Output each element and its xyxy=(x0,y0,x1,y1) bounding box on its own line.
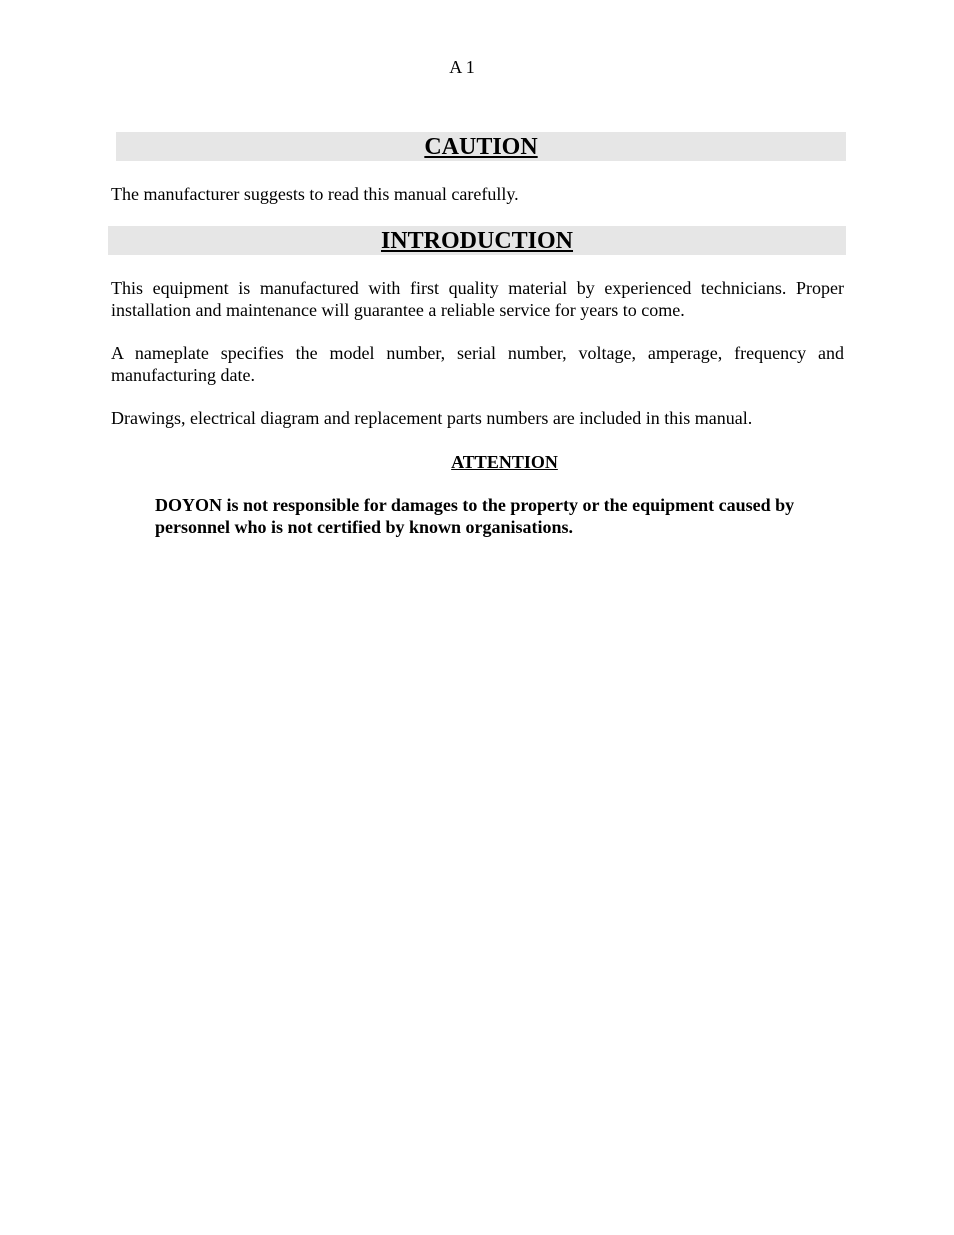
caution-heading: CAUTION xyxy=(116,132,846,161)
introduction-paragraph-3: Drawings, electrical diagram and replacement parts numbers are included in this manual. xyxy=(111,408,753,428)
caution-text: The manufacturer suggests to read this manual carefully. xyxy=(111,184,519,204)
introduction-heading: INTRODUCTION xyxy=(108,226,846,255)
introduction-paragraph-2: A nameplate specifies the model number, serial number, voltage, amperage, frequency and manufacturing date. xyxy=(111,343,844,385)
page-number: A 1 xyxy=(449,57,475,77)
attention-label: ATTENTION xyxy=(451,452,558,472)
introduction-paragraph-1: This equipment is manufactured with first quality material by experienced technicians. Proper installation and maintenance will guarantee a reliable service for years to come. xyxy=(111,278,844,320)
attention-text: DOYON is not responsible for damages to the property or the equipment caused by personnel who is not certified by known organisations. xyxy=(155,495,795,537)
